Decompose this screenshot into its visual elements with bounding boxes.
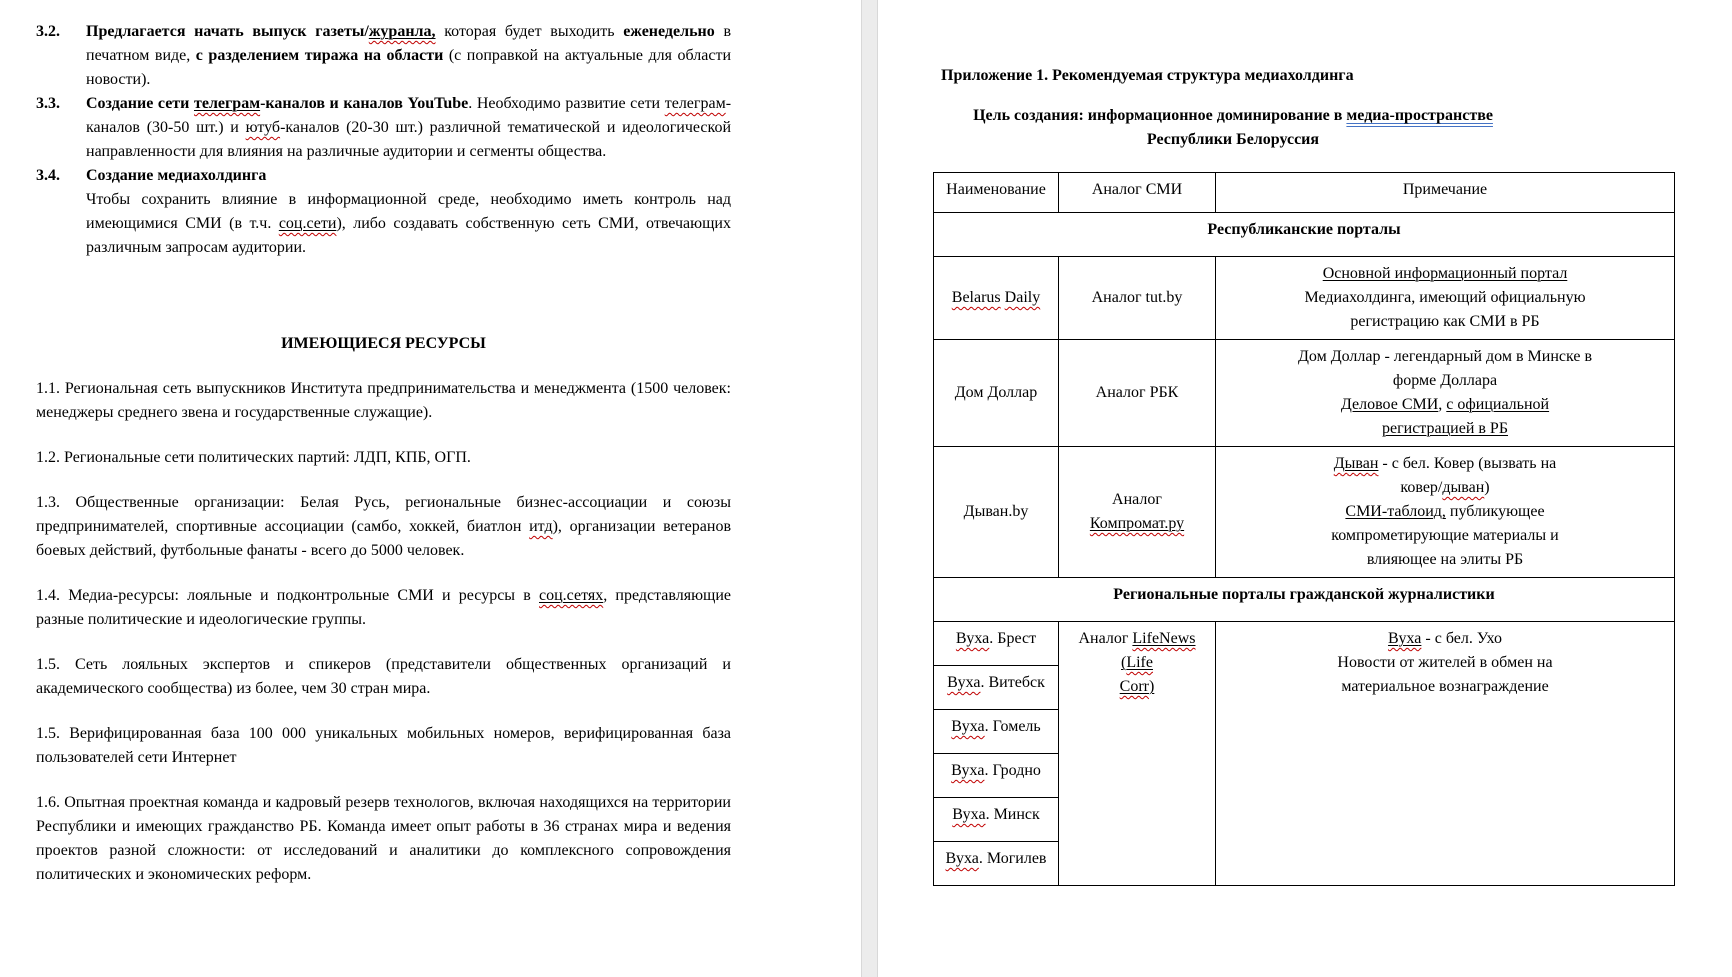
text-run: , представляющие разные политические и идеологические группы. (36, 587, 732, 628)
text-run: Деловое СМИ (1340, 396, 1439, 413)
text-run: итд (529, 518, 553, 535)
text-run: Вуха (1388, 630, 1422, 647)
cell-region-name (934, 710, 1059, 754)
text-run: Вуха (955, 630, 990, 647)
cell-region-name (934, 666, 1059, 710)
text-run: LifeNews (1132, 630, 1196, 647)
text-run: 1.1. Региональная сеть выпускников Института предпринимательства и менеджмента (1500 человек: менеджеры среднего звена и государственные служащие). (36, 380, 731, 421)
cell-analog (1059, 340, 1216, 447)
text-run: . Брест (989, 630, 1037, 647)
text-run: ковер/ (1400, 479, 1443, 496)
text-run: регистрацией в РБ (1381, 420, 1509, 437)
text-run: Чтобы сохранить влияние в информационной среде, необходимо иметь контроль над имеющимися СМИ (в т.ч. (86, 191, 731, 232)
numbered-item (36, 164, 731, 260)
text-run: Новости от жителей в обмен на (1337, 654, 1553, 671)
text-run: . Могилев (978, 850, 1047, 867)
page-2-content (933, 64, 1693, 886)
numbered-item (36, 92, 731, 164)
text-run: телеграм (193, 95, 261, 112)
text-run: 1.5. Сеть лояльных экспертов и спикеров (представители общественных организаций и академического сообщества) из более, чем 30 стран мира. (36, 656, 731, 697)
document-page-1 (0, 0, 861, 977)
page-1-content (36, 20, 731, 887)
text-run: Примечание (1402, 181, 1488, 198)
text-run: Создание сети (86, 95, 194, 112)
text-run: 1.2. Региональные сети политических партий: ЛДП, КПБ, ОГП. (36, 449, 471, 466)
text-run: Дом Доллар - легендарный дом в Минске в (1297, 348, 1593, 365)
text-run: Дыван (1333, 455, 1379, 472)
text-run: - с бел. Ковер (вызвать на (1378, 455, 1557, 472)
text-run: Вуха (945, 850, 979, 867)
cell-note (1216, 622, 1675, 886)
cell-region-name (934, 798, 1059, 842)
appendix-title (933, 64, 1693, 88)
text-run: , (1438, 396, 1447, 413)
column-header (1059, 173, 1216, 213)
table-row (934, 340, 1675, 447)
text-run: влияющее на элиты РБ (1366, 551, 1524, 568)
text-run: Наименование (946, 181, 1046, 198)
table-row (934, 257, 1675, 340)
cell-name (934, 257, 1059, 340)
text-run: Республиканские порталы (1207, 221, 1401, 238)
text-run: . Необходимо развитие сети (468, 95, 665, 112)
cell-analog (1059, 447, 1216, 578)
text-run: Создание медиахолдинга (86, 167, 267, 184)
cell-note (1216, 340, 1675, 447)
numbered-item (36, 20, 731, 92)
paragraph (36, 491, 731, 563)
text-run: телеграм (664, 95, 726, 112)
item-number: 3.4. (36, 167, 60, 184)
text-run: соц.сети (278, 215, 337, 232)
text-run: Медиахолдинга, имеющий официальную (1304, 289, 1586, 306)
text-run: с разделением тиража на области (195, 47, 444, 64)
table-row (934, 447, 1675, 578)
table-section-row (934, 213, 1675, 257)
text-run: -каналов (20-30 шт.) различной тематической и идеологической направленности для влияния на различные аудитории и сегменты общества. (86, 119, 732, 160)
text-run: Life (1126, 654, 1153, 671)
text-run: Цель создания: информационное доминирование в (973, 107, 1347, 124)
text-run: форме Доллара (1392, 372, 1498, 389)
paragraph (36, 791, 731, 887)
item-text (86, 167, 731, 256)
text-run: публикующее (1445, 503, 1545, 520)
text-run: 1.4. Медиа-ресурсы: лояльные и подконтрольные СМИ и ресурсы в (36, 587, 539, 604)
text-run: медиа-пространстве (1346, 107, 1493, 124)
text-run: (с поправкой на актуальные для области новости). (86, 47, 732, 88)
media-holding-table (933, 172, 1675, 886)
text-run: Предлагается начать выпуск газеты/ (86, 23, 369, 40)
text-run: соц.сетях (539, 587, 604, 604)
text-run: ), организации ветеранов боевых действий, футбольные фанаты - всего до 5000 человек. (36, 518, 731, 559)
text-run: 1.6. Опытная проектная команда и кадровый резерв технологов, включая находящихся на территории Республики и имеющих гражданство РБ. Команда имеет опыт работы в 36 странах мира и ведения проектов разной сложности: от исследований и аналитики до комплексного сопровождения политических и экономических реформ. (36, 794, 731, 883)
paragraph (36, 653, 731, 701)
text-run: ( (1121, 654, 1127, 671)
text-run: Компромат.ру (1089, 515, 1185, 532)
text-run: СМИ-таблоид, (1345, 503, 1446, 520)
text-run: Аналог (1112, 491, 1162, 508)
text-run: Вуха (951, 762, 985, 779)
item-text (86, 23, 731, 88)
text-run: ), либо создавать собственную сеть СМИ, отвечающих различным запросам аудитории. (86, 215, 731, 256)
text-run: материальное вознаграждение (1341, 678, 1549, 695)
text-run: . Витебск (980, 674, 1045, 691)
page-divider (861, 0, 878, 977)
column-header (1216, 173, 1675, 213)
appendix-goal (933, 104, 1533, 152)
column-header (934, 173, 1059, 213)
cell-analog (1059, 257, 1216, 340)
cell-name (934, 447, 1059, 578)
text-run: Belarus (951, 289, 1001, 306)
cell-note (1216, 257, 1675, 340)
cell-analog (1059, 622, 1216, 886)
cell-name (934, 340, 1059, 447)
text-run: -каналов (30-50 шт.) и (86, 95, 732, 136)
text-run: которая будет выходить (435, 23, 624, 40)
text-run: с официальной (1446, 396, 1550, 413)
text-run: ) (1149, 678, 1155, 695)
text-run: Corr (1119, 678, 1149, 695)
text-run: . Гродно (984, 762, 1041, 779)
cell-note (1216, 447, 1675, 578)
text-run: . Гомель (984, 718, 1041, 735)
paragraph (36, 722, 731, 770)
item-number: 3.2. (36, 23, 60, 40)
text-run: Daily (1004, 289, 1041, 306)
text-run: Дом Доллар (954, 384, 1038, 401)
text-run: -каналов и каналов YouTube (260, 95, 469, 112)
text-run: 1.3. Общественные организации: Белая Русь, региональные бизнес-ассоциации и союзы предпринимателей, спортивные ассоциации (самбо, хоккей, биатлон (36, 494, 731, 535)
section-title-cell (934, 213, 1675, 257)
text-run: Аналог tut.by (1091, 289, 1183, 306)
text-run: Дыван.by (963, 503, 1029, 520)
item-text (86, 95, 731, 160)
text-run: в печатном виде, (86, 23, 731, 64)
text-run: Вуха (951, 718, 985, 735)
section-title-cell (934, 578, 1675, 622)
text-run: дыван (1442, 479, 1485, 496)
text-run: Основной информационный портал (1322, 265, 1568, 282)
text-run: Аналог РБК (1095, 384, 1179, 401)
text-run: еженедельно (623, 23, 715, 40)
text-run: Приложение 1. Рекомендуемая структура медиахолдинга (941, 67, 1354, 84)
paragraph (36, 584, 731, 632)
text-run: Аналог СМИ (1091, 181, 1183, 198)
text-run: Региональные порталы гражданской журналистики (1113, 586, 1495, 603)
paragraph (36, 446, 731, 470)
text-run: Республики Белоруссия (1146, 131, 1320, 148)
text-run: регистрацию как СМИ в РБ (1350, 313, 1540, 330)
text-run: ) (1484, 479, 1490, 496)
table-section-row (934, 578, 1675, 622)
cell-region-name (934, 622, 1059, 666)
text-run: . Минск (985, 806, 1040, 823)
section-heading (36, 332, 731, 356)
table-region-row (934, 622, 1675, 666)
text-run: - с бел. Ухо (1421, 630, 1502, 647)
cell-region-name (934, 754, 1059, 798)
item-number: 3.3. (36, 95, 60, 112)
text-run: 1.5. Верифицированная база 100 000 уникальных мобильных номеров, верифицированная база пользователей сети Интернет (36, 725, 731, 766)
text-run: ютуб (245, 119, 281, 136)
table-header-row (934, 173, 1675, 213)
document-page-2 (878, 0, 1732, 977)
text-run: компрометирующие материалы и (1331, 527, 1559, 544)
text-run: Вуха (947, 674, 981, 691)
text-run: Вуха (952, 806, 986, 823)
paragraph (36, 377, 731, 425)
cell-region-name (934, 842, 1059, 886)
text-run: журанла, (368, 23, 436, 40)
text-run: Аналог (1078, 630, 1133, 647)
text-run: ИМЕЮЩИЕСЯ РЕСУРСЫ (281, 335, 486, 352)
